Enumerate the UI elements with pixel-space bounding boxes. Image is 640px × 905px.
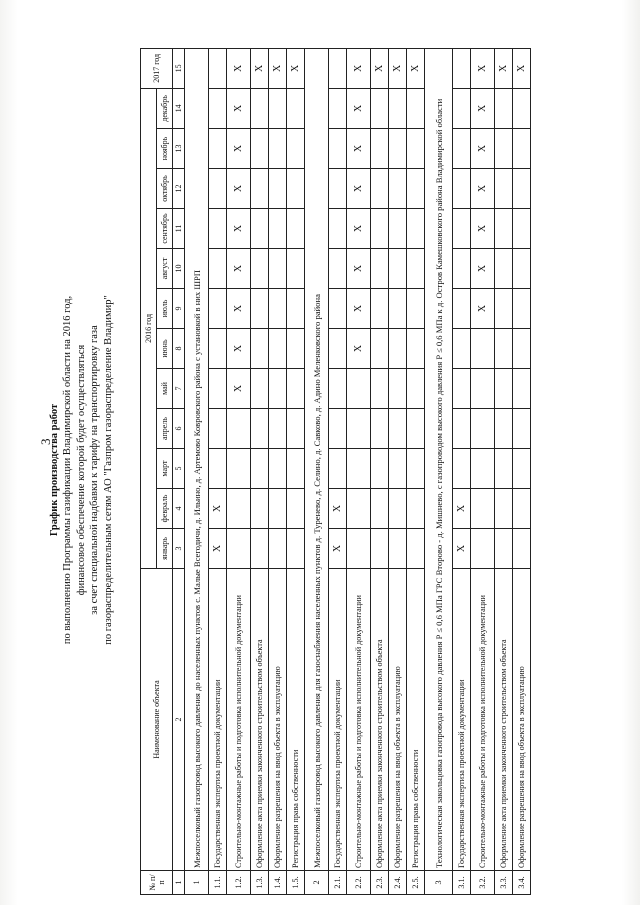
schedule-cell — [407, 489, 425, 529]
header-year-2017: 2017 год — [141, 48, 173, 88]
schedule-cell — [471, 409, 495, 449]
schedule-cell — [513, 529, 531, 569]
header-column-number: 1 — [173, 871, 185, 895]
schedule-cell — [513, 88, 531, 128]
header-column-number: 3 — [173, 529, 185, 569]
schedule-cell: X — [471, 209, 495, 249]
schedule-cell — [471, 369, 495, 409]
schedule-cell: X — [471, 289, 495, 329]
schedule-cell — [407, 409, 425, 449]
header-column-number: 2 — [173, 569, 185, 871]
row-name: Оформление акта приемки законченного строительством объекта — [495, 569, 513, 871]
schedule-cell: X — [347, 129, 371, 169]
schedule-cell — [371, 449, 389, 489]
schedule-cell: X — [347, 48, 371, 88]
schedule-cell — [389, 249, 407, 289]
schedule-cell — [407, 289, 425, 329]
schedule-cell — [407, 249, 425, 289]
schedule-cell — [251, 88, 269, 128]
row-number: 1.5. — [287, 871, 305, 895]
schedule-cell — [251, 209, 269, 249]
schedule-cell — [371, 169, 389, 209]
table-row — [495, 48, 513, 894]
schedule-cell — [471, 449, 495, 489]
row-number: 1.4. — [269, 871, 287, 895]
title-line-2: по выполнению Программы газификации Владимирской области на 2016 год, — [62, 295, 74, 645]
row-number: 1.3. — [251, 871, 269, 895]
header-column-number: 11 — [173, 209, 185, 249]
schedule-cell — [209, 169, 227, 209]
schedule-cell — [471, 329, 495, 369]
schedule-cell — [371, 529, 389, 569]
section-title: Межпоселковый газопровод высокого давления для газоснабжения населенных пунктов д. Туренево, д. Селино, д. Савково, д. Адино Меленковского района — [305, 48, 329, 870]
schedule-cell — [287, 209, 305, 249]
schedule-cell — [495, 449, 513, 489]
schedule-cell: X — [471, 88, 495, 128]
table-row — [329, 48, 347, 894]
schedule-cell — [389, 369, 407, 409]
schedule-cell: X — [471, 129, 495, 169]
schedule-cell — [269, 409, 287, 449]
schedule-cell — [251, 329, 269, 369]
schedule-cell — [389, 88, 407, 128]
schedule-cell — [329, 88, 347, 128]
header-column-number: 10 — [173, 249, 185, 289]
schedule-cell — [329, 369, 347, 409]
schedule-cell — [269, 209, 287, 249]
row-number: 1.2. — [227, 871, 251, 895]
row-number: 3.1. — [453, 871, 471, 895]
schedule-cell: X — [471, 249, 495, 289]
schedule-cell — [407, 129, 425, 169]
header-month: сентябрь — [157, 209, 173, 249]
schedule-cell — [287, 88, 305, 128]
row-name: Оформление разрешения на ввод объекта в эксплуатацию — [269, 569, 287, 871]
schedule-cell — [347, 369, 371, 409]
schedule-cell — [269, 449, 287, 489]
table-row — [389, 48, 407, 894]
table-row — [347, 48, 371, 894]
schedule-cell — [513, 329, 531, 369]
section-number: 3 — [425, 871, 453, 895]
schedule-cell — [347, 489, 371, 529]
row-name: Оформление разрешения на ввод объекта в эксплуатацию — [513, 569, 531, 871]
table-row — [269, 48, 287, 894]
schedule-cell — [209, 48, 227, 88]
header-num: № п/п — [141, 871, 173, 895]
table-row — [287, 48, 305, 894]
schedule-cell — [495, 489, 513, 529]
schedule-cell — [389, 529, 407, 569]
schedule-cell — [329, 449, 347, 489]
schedule-cell — [453, 169, 471, 209]
schedule-cell — [269, 289, 287, 329]
schedule-cell — [471, 529, 495, 569]
schedule-cell — [453, 48, 471, 88]
schedule-cell — [407, 329, 425, 369]
header-month: июнь — [157, 329, 173, 369]
header-column-number: 5 — [173, 449, 185, 489]
schedule-cell — [407, 449, 425, 489]
header-month: февраль — [157, 489, 173, 529]
schedule-cell: X — [347, 88, 371, 128]
row-name: Государственная экспертиза проектной документации — [329, 569, 347, 871]
section-title: Технологическая закольцовка газопровода высокого давления P ≤ 0,6 МПа ГРС Второво - д. Мишнево, с газопроводом высокого давления P ≤ 0,6 МПа к д. Остров Камешковского района Владимирской области — [425, 48, 453, 870]
schedule-cell — [251, 129, 269, 169]
schedule-cell: X — [329, 489, 347, 529]
schedule-cell — [513, 409, 531, 449]
schedule-cell — [329, 209, 347, 249]
schedule-cell — [495, 369, 513, 409]
schedule-cell: X — [227, 289, 251, 329]
schedule-cell — [371, 209, 389, 249]
schedule-cell — [287, 449, 305, 489]
schedule-cell: X — [209, 489, 227, 529]
row-number: 2.5. — [407, 871, 425, 895]
schedule-cell — [227, 529, 251, 569]
schedule-cell — [407, 369, 425, 409]
header-month: октябрь — [157, 169, 173, 209]
schedule-cell — [287, 169, 305, 209]
schedule-cell — [495, 209, 513, 249]
schedule-cell — [251, 409, 269, 449]
row-number: 3.3. — [495, 871, 513, 895]
document-title — [48, 45, 115, 895]
schedule-cell — [453, 249, 471, 289]
schedule-cell — [227, 449, 251, 489]
row-number: 2.2. — [347, 871, 371, 895]
schedule-cell — [269, 489, 287, 529]
schedule-cell — [389, 289, 407, 329]
schedule-cell: X — [227, 369, 251, 409]
header-month: декабрь — [157, 88, 173, 128]
row-number: 3.4. — [513, 871, 531, 895]
table-row — [371, 48, 389, 894]
schedule-cell — [329, 409, 347, 449]
schedule-cell — [471, 489, 495, 529]
schedule-cell — [209, 329, 227, 369]
schedule-cell — [287, 129, 305, 169]
schedule-cell — [389, 329, 407, 369]
schedule-cell — [269, 88, 287, 128]
schedule-cell — [453, 209, 471, 249]
schedule-cell: X — [495, 48, 513, 88]
schedule-cell — [329, 249, 347, 289]
header-column-number: 12 — [173, 169, 185, 209]
schedule-cell — [513, 369, 531, 409]
schedule-cell — [329, 289, 347, 329]
header-month: январь — [157, 529, 173, 569]
schedule-cell — [453, 449, 471, 489]
schedule-cell — [227, 409, 251, 449]
schedule-cell — [269, 369, 287, 409]
schedule-cell — [209, 209, 227, 249]
schedule-cell: X — [227, 129, 251, 169]
schedule-cell — [209, 129, 227, 169]
schedule-cell — [251, 169, 269, 209]
schedule-cell — [453, 329, 471, 369]
schedule-cell — [371, 249, 389, 289]
schedule-cell — [371, 129, 389, 169]
schedule-cell — [227, 489, 251, 529]
schedule-table — [140, 48, 531, 895]
row-name: Строительно-монтажные работы и подготовка исполнительной документации — [471, 569, 495, 871]
schedule-cell: X — [407, 48, 425, 88]
schedule-cell — [513, 449, 531, 489]
rotated-sheet — [48, 45, 608, 895]
header-month: ноябрь — [157, 129, 173, 169]
schedule-cell — [495, 169, 513, 209]
schedule-cell — [251, 369, 269, 409]
schedule-cell — [209, 289, 227, 329]
header-month: март — [157, 449, 173, 489]
table-row — [227, 48, 251, 894]
row-name: Регистрация права собственности — [407, 569, 425, 871]
row-number: 1.1. — [209, 871, 227, 895]
section-number: 2 — [305, 871, 329, 895]
schedule-cell — [251, 449, 269, 489]
schedule-cell — [287, 329, 305, 369]
table-row — [209, 48, 227, 894]
schedule-cell — [495, 329, 513, 369]
row-name: Государственная экспертиза проектной документации — [453, 569, 471, 871]
header-column-number: 8 — [173, 329, 185, 369]
schedule-cell — [513, 289, 531, 329]
schedule-cell — [371, 289, 389, 329]
schedule-cell — [287, 289, 305, 329]
schedule-cell: X — [453, 489, 471, 529]
schedule-cell — [513, 169, 531, 209]
schedule-cell — [495, 249, 513, 289]
schedule-cell — [251, 489, 269, 529]
table-row — [407, 48, 425, 894]
header-column-number: 9 — [173, 289, 185, 329]
row-name: Оформление разрешения на ввод объекта в эксплуатацию — [389, 569, 407, 871]
section-row — [425, 48, 453, 894]
row-number: 2.1. — [329, 871, 347, 895]
schedule-cell — [371, 489, 389, 529]
header-column-numbers-row — [173, 48, 185, 894]
schedule-cell — [347, 529, 371, 569]
schedule-cell — [513, 489, 531, 529]
schedule-cell: X — [371, 48, 389, 88]
schedule-cell: X — [269, 48, 287, 88]
schedule-cell — [347, 449, 371, 489]
row-name: Оформление акта приемки законченного строительством объекта — [251, 569, 269, 871]
header-column-number: 14 — [173, 88, 185, 128]
schedule-cell: X — [329, 529, 347, 569]
schedule-cell — [371, 409, 389, 449]
schedule-cell — [251, 249, 269, 289]
title-line-4: за счет специальной надбавки к тарифу на транспортировку газа — [89, 325, 101, 615]
schedule-cell — [269, 329, 287, 369]
schedule-cell — [251, 529, 269, 569]
schedule-cell — [453, 88, 471, 128]
header-year-2016: 2016 год — [141, 88, 157, 568]
schedule-cell — [371, 88, 389, 128]
schedule-cell — [407, 169, 425, 209]
schedule-body — [185, 48, 531, 894]
schedule-cell — [453, 409, 471, 449]
schedule-cell: X — [227, 209, 251, 249]
page-number: 3 — [38, 438, 53, 445]
row-name: Регистрация права собственности — [287, 569, 305, 871]
row-name: Строительно-монтажные работы и подготовка исполнительной документации — [227, 569, 251, 871]
schedule-cell — [287, 529, 305, 569]
schedule-cell — [287, 369, 305, 409]
schedule-cell — [269, 249, 287, 289]
schedule-cell — [453, 289, 471, 329]
schedule-cell — [453, 369, 471, 409]
schedule-cell — [407, 529, 425, 569]
schedule-cell — [269, 529, 287, 569]
header-month: апрель — [157, 409, 173, 449]
header-month: август — [157, 249, 173, 289]
schedule-cell — [209, 249, 227, 289]
schedule-cell: X — [513, 48, 531, 88]
schedule-cell — [209, 369, 227, 409]
schedule-cell: X — [287, 48, 305, 88]
schedule-cell — [287, 249, 305, 289]
schedule-cell — [495, 129, 513, 169]
schedule-cell — [495, 529, 513, 569]
schedule-cell — [251, 289, 269, 329]
header-column-number: 7 — [173, 369, 185, 409]
schedule-cell: X — [453, 529, 471, 569]
schedule-cell: X — [347, 209, 371, 249]
schedule-cell: X — [209, 529, 227, 569]
schedule-cell — [329, 129, 347, 169]
schedule-cell — [347, 409, 371, 449]
schedule-cell — [495, 88, 513, 128]
schedule-cell — [389, 169, 407, 209]
schedule-cell: X — [227, 48, 251, 88]
section-row — [185, 48, 209, 894]
schedule-cell — [389, 449, 407, 489]
schedule-cell — [329, 329, 347, 369]
schedule-cell: X — [347, 289, 371, 329]
schedule-cell — [269, 169, 287, 209]
schedule-cell — [287, 489, 305, 529]
schedule-cell: X — [389, 48, 407, 88]
row-name: Строительно-монтажные работы и подготовка исполнительной документации — [347, 569, 371, 871]
schedule-cell — [209, 88, 227, 128]
schedule-cell — [453, 129, 471, 169]
schedule-cell: X — [347, 169, 371, 209]
schedule-cell: X — [347, 249, 371, 289]
header-name: Наименование объекта — [141, 569, 173, 871]
schedule-cell — [329, 48, 347, 88]
table-row — [471, 48, 495, 894]
title-line-5: по газораспределительным сетям АО "Газпром газораспределение Владимир" — [102, 295, 114, 645]
title-line-1: График производства работ — [49, 403, 60, 537]
schedule-cell — [513, 249, 531, 289]
schedule-cell — [407, 209, 425, 249]
table-row — [513, 48, 531, 894]
row-name: Оформление акта приемки законченного строительством объекта — [371, 569, 389, 871]
table-row — [453, 48, 471, 894]
schedule-cell: X — [227, 249, 251, 289]
row-number: 3.2. — [471, 871, 495, 895]
table-row — [251, 48, 269, 894]
row-number: 2.3. — [371, 871, 389, 895]
schedule-cell: X — [227, 88, 251, 128]
schedule-cell — [389, 409, 407, 449]
header-month: июль — [157, 289, 173, 329]
section-row — [305, 48, 329, 894]
schedule-cell — [209, 409, 227, 449]
title-line-3: финансовое обеспечение которой будет осуществляться — [75, 344, 87, 596]
schedule-cell — [329, 169, 347, 209]
schedule-cell — [389, 489, 407, 529]
schedule-cell — [269, 129, 287, 169]
schedule-cell — [495, 409, 513, 449]
schedule-cell — [389, 129, 407, 169]
row-number: 2.4. — [389, 871, 407, 895]
header-month: май — [157, 369, 173, 409]
row-name: Государственная экспертиза проектной документации — [209, 569, 227, 871]
schedule-cell — [407, 88, 425, 128]
schedule-cell — [389, 209, 407, 249]
schedule-cell: X — [347, 329, 371, 369]
schedule-cell: X — [471, 48, 495, 88]
schedule-cell — [371, 369, 389, 409]
schedule-cell — [209, 449, 227, 489]
header-column-number: 15 — [173, 48, 185, 88]
header-column-number: 4 — [173, 489, 185, 529]
schedule-cell — [513, 129, 531, 169]
schedule-cell — [495, 289, 513, 329]
header-column-number: 6 — [173, 409, 185, 449]
schedule-cell: X — [251, 48, 269, 88]
schedule-cell: X — [471, 169, 495, 209]
section-number: 1 — [185, 871, 209, 895]
schedule-cell — [371, 329, 389, 369]
header-column-number: 13 — [173, 129, 185, 169]
schedule-cell: X — [227, 169, 251, 209]
section-title: Межпоселковый газопровод высокого давления до населенных пунктов с. Малые Всегодичи, д. Ильино, д. Артемово Ковровского района с установкой в них ШРП — [185, 48, 209, 870]
schedule-cell — [513, 209, 531, 249]
schedule-cell: X — [227, 329, 251, 369]
schedule-cell — [287, 409, 305, 449]
